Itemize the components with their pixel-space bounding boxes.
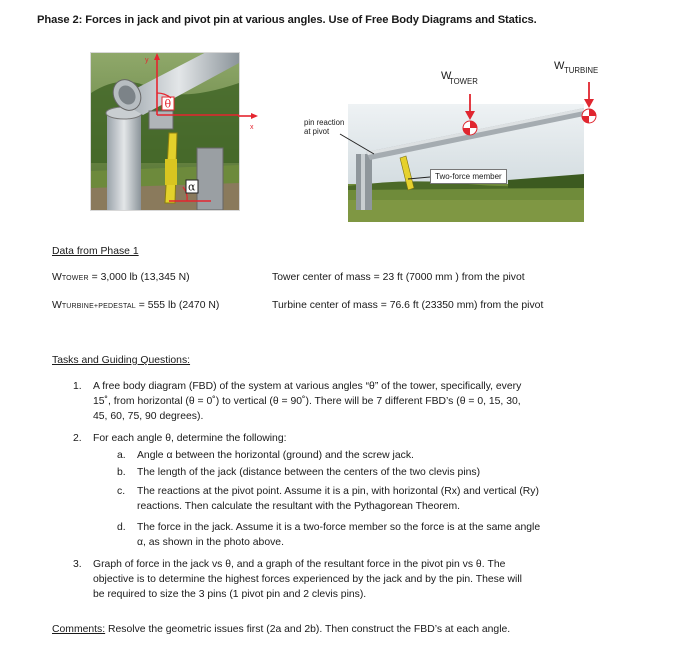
- w-turbine-data: WTURBINE+PEDESTAL = 555 lb (2470 N): [52, 300, 220, 311]
- task-2d-line2: α, as shown in the photo above.: [137, 537, 284, 548]
- axis-x-label: x: [250, 124, 254, 131]
- two-force-pointer: [405, 170, 433, 184]
- pin-pointer-line: [338, 132, 378, 158]
- two-force-label: Two-force member: [430, 169, 507, 184]
- comments: Comments: Resolve the geometric issues first (2a and 2b). Then construct the FBD’s at each angle.: [52, 624, 511, 635]
- tasks-heading: Tasks and Guiding Questions:: [52, 355, 191, 366]
- theta-label: θ: [164, 97, 172, 111]
- task-3: 3. Graph of force in the jack vs θ, and a graph of the resultant force in the pivot pin vs θ. The: [73, 559, 506, 570]
- task-3-line3: be required to size the 3 pins (1 pivot pin and 2 clevis pins).: [93, 589, 367, 600]
- task-2c-line2: reactions. Then calculate the resultant with the Pythagorean Theorem.: [137, 501, 461, 512]
- task-2d: d. The force in the jack. Assume it is a two-force member so the force is at the same angle: [117, 522, 541, 533]
- jack-pivot-illustration: [91, 53, 239, 210]
- w-tower-data: WTOWER = 3,000 lb (13,345 N): [52, 272, 190, 283]
- task-1: 1. A free body diagram (FBD) of the system at various angles “θ” of the tower, specifically, every: [73, 381, 522, 392]
- task-2: 2. For each angle θ, determine the following:: [73, 433, 287, 444]
- jack-pivot-photo: [90, 52, 240, 211]
- tower-weight-arrow: [458, 92, 482, 140]
- pin-reaction-label: pin reaction at pivot: [304, 118, 345, 136]
- turbine-weight-arrow: [577, 80, 601, 128]
- task-3-line2: objective is to determine the highest forces experienced by the jack and by the pin. These will: [93, 574, 522, 585]
- w-turbine-label: W TURBINE: [554, 60, 599, 75]
- task-2c: c. The reactions at the pivot point. Assume it is a pin, with horizontal (Rx) and vertical (Ry): [117, 486, 539, 497]
- w-tower-label: W TOWER: [441, 70, 478, 86]
- task-1-line2: 15˚, from horizontal (θ = 0˚) to vertical (θ = 90˚). There will be 7 different FBD’s (θ = 0, 15, 30,: [93, 396, 521, 407]
- alpha-label: α: [188, 180, 196, 194]
- page-title: Phase 2: Forces in jack and pivot pin at various angles. Use of Free Body Diagrams and Statics.: [37, 14, 537, 26]
- data-heading: Data from Phase 1: [52, 246, 139, 257]
- task-1-line3: 45, 60, 75, 90 degrees).: [93, 411, 204, 422]
- turbine-cm-data: Turbine center of mass = 76.6 ft (23350 mm) from the pivot: [272, 300, 544, 311]
- x-axis-arrow: [238, 105, 260, 133]
- tower-cm-data: Tower center of mass = 23 ft (7000 mm ) from the pivot: [272, 272, 525, 283]
- task-2b: b. The length of the jack (distance between the centers of the two clevis pins): [117, 467, 481, 478]
- task-2a: a. Angle α between the horizontal (ground) and the screw jack.: [117, 450, 414, 461]
- axis-y-label: y: [145, 57, 149, 64]
